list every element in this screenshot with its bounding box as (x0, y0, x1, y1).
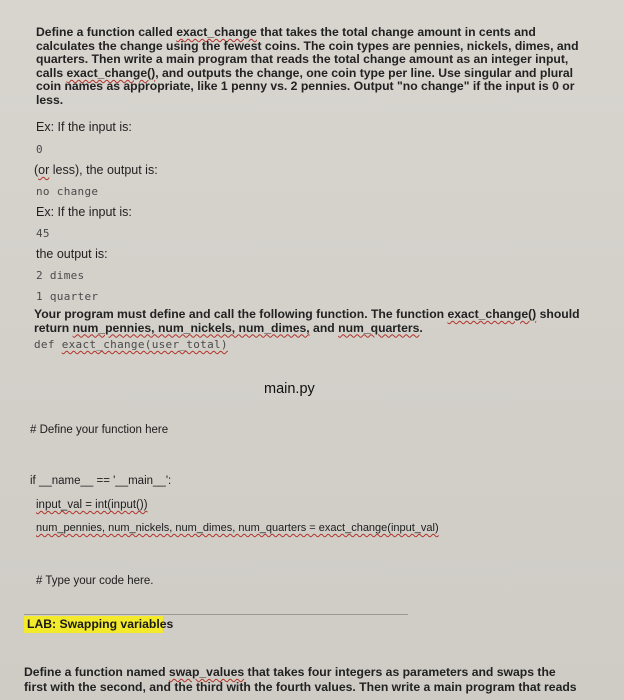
text: . (419, 320, 423, 335)
text: should (536, 307, 580, 321)
example2-output-line1: 2 dimes (36, 269, 85, 282)
function-name: exact_change() (447, 307, 537, 321)
problem-description (36, 26, 596, 108)
code-if-main[interactable]: if __name__ == '__main__': (30, 475, 172, 487)
text: calls (36, 65, 67, 80)
text: Define a function called (36, 25, 177, 39)
lab-title-highlight: LAB: Swapping variables (24, 616, 163, 633)
variable-name: num_quarters (338, 320, 420, 335)
description-line: less. (36, 92, 64, 107)
example1-input: 0 (36, 143, 43, 156)
text: Define a function named (24, 665, 169, 679)
text: and (309, 320, 339, 335)
example1-output: no change (36, 185, 99, 198)
example2-input: 45 (36, 227, 50, 240)
description-line: calculates the change using the fewest coins. The coin types are pennies, nickels, dimes, and (36, 38, 579, 53)
example1-note (34, 163, 158, 177)
code-comment-define[interactable]: # Define your function here (30, 424, 169, 436)
text: Your program must define and call the following function. The function (34, 307, 448, 321)
description-line: coin names as appropriate, like 1 penny vs. 2 pennies. Output "no change" if the input is 0 or (36, 79, 575, 94)
text: return (34, 320, 73, 335)
section-divider (24, 614, 408, 615)
description-line (36, 67, 596, 81)
editor-filename: main.py (264, 381, 315, 397)
text: num_pennies, num_nickels, num_dimes, num_quarters = exact_change(input_val) (36, 522, 439, 534)
requirement-line (34, 322, 580, 336)
example2-output-label: the output is: (36, 247, 108, 261)
function-name: exact_change() (66, 65, 156, 80)
text: exact_change(user_total) (61, 338, 228, 351)
requirement-line (34, 308, 580, 322)
requirement-text (34, 308, 580, 335)
text: less), the output is: (49, 163, 158, 177)
example2-label: Ex: If the input is: (36, 205, 132, 219)
code-input-line[interactable] (36, 499, 148, 511)
description-line: first with the second, and the third with the fourth values. Then write a main program that reads (24, 680, 577, 694)
next-lab-description (24, 665, 577, 695)
example1-label: Ex: If the input is: (36, 120, 132, 134)
function-name: swap_values (168, 665, 245, 679)
text: def (34, 338, 62, 351)
example2-output-line2: 1 quarter (36, 290, 99, 303)
description-line (24, 665, 577, 680)
text: that takes four integers as parameters and swaps the (244, 665, 556, 679)
function-name: exact_change (176, 25, 257, 39)
code-call-line[interactable] (36, 522, 439, 534)
text: input_val = int(input()) (36, 499, 148, 511)
code-comment-type[interactable]: # Type your code here. (36, 575, 154, 587)
text: ( (34, 163, 39, 177)
text: or (38, 163, 50, 177)
description-line: quarters. Then write a main program that reads the total change amount as an integer input, (36, 52, 569, 67)
description-line (36, 26, 596, 40)
variable-names: num_pennies, num_nickels, num_dimes, (72, 320, 310, 335)
function-signature (34, 338, 228, 351)
text: , and outputs the change, one coin type per line. Use singular and plural (155, 65, 574, 80)
text: that takes the total change amount in cents and (256, 25, 536, 39)
